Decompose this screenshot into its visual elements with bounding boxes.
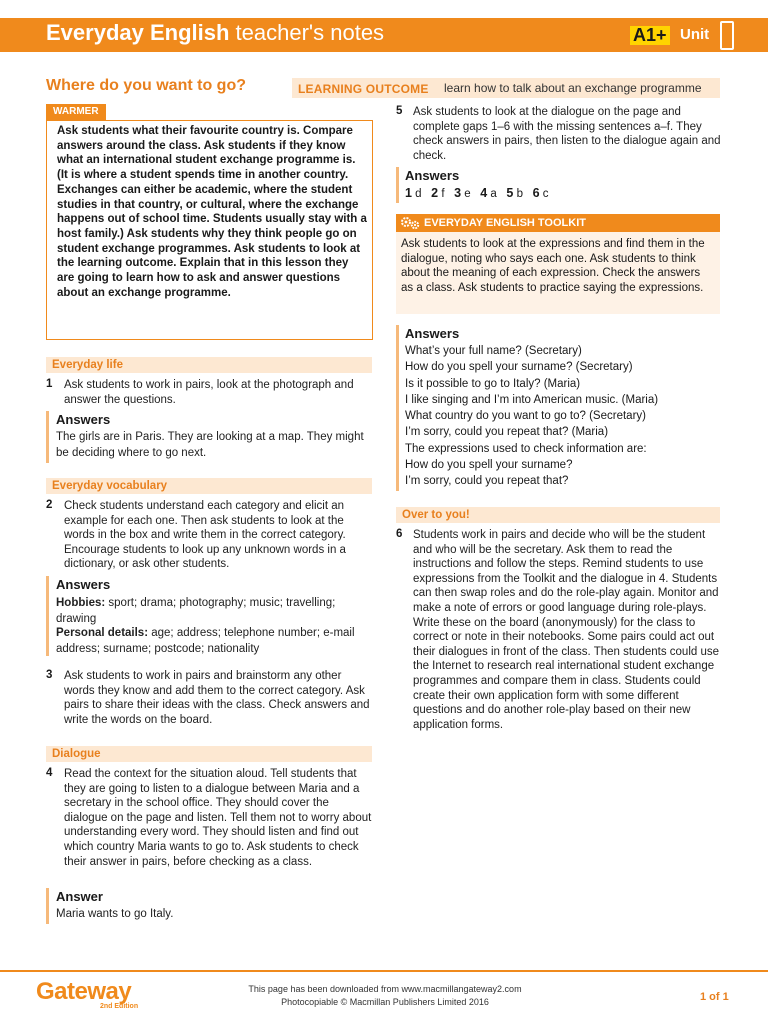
learning-outcome-text: learn how to talk about an exchange programme <box>444 81 702 95</box>
answer-5-list: 1 d 2 f 3 e 4 a 5 b 6 c <box>405 186 549 200</box>
list-item: How do you spell your surname? <box>405 459 573 472</box>
answers-heading: Answers <box>56 577 111 592</box>
answers-heading: Answers <box>56 412 111 427</box>
level-badge: A1+ <box>630 26 670 45</box>
list-item: What’s your full name? (Secretary) <box>405 345 582 357</box>
unit-label: Unit <box>680 26 710 43</box>
list-item: Is it possible to go to Italy? (Maria) <box>405 377 581 390</box>
answer-bar <box>396 167 399 203</box>
step-2-text: Check students understand each category and elicit an example for each one. Then ask students to look at the words in the box and write them in the correct category. Encourage students to look up any unknown words in a dictionary, or ask other students. <box>64 500 346 571</box>
footer-divider <box>0 970 768 972</box>
step-3-text: Ask students to work in pairs and brainstorm any other words they know and add them to the correct category. Ask pairs to share their ideas with the class. Check answers and write the words on the board. <box>64 670 370 726</box>
step-5-text: Ask students to look at the dialogue on the page and complete gaps 1–6 with the missing sentences a–f. They check answers in pairs, then listen to the dialogue again and check. <box>413 106 721 162</box>
answer-bar <box>46 576 49 656</box>
unit-number: 1 <box>722 25 732 44</box>
gears-icon <box>400 216 422 230</box>
answer-1-text: The girls are in Paris. They are looking at a map. They might be deciding where to go next. <box>56 431 364 459</box>
step-4-text: Read the context for the situation aloud. Tell students that they are going to listen to a dialogue between Maria and a secretary in the school office. They should cover the dialogue on the page and listen. Tell them not to worry about understanding every word. They should listen and find out which country Maria wants to go to. Ask students to check their answer in pairs, before checking as a class. <box>64 768 372 868</box>
learning-outcome-label: LEARNING OUTCOME <box>298 82 429 96</box>
section-everyday-vocabulary: Everyday vocabulary <box>46 478 372 494</box>
list-item: The expressions used to check information are: <box>405 442 647 455</box>
answer-bar <box>46 888 49 924</box>
list-item: How do you spell your surname? (Secretary) <box>405 361 633 374</box>
answer-2-personal: Personal details: age; address; telephone number; e-mail address; surname; postcode; nationality <box>56 627 355 655</box>
step-number: 1 <box>46 378 53 390</box>
list-item: I like singing and I’m into American music. (Maria) <box>405 393 659 406</box>
page-title: Where do you want to go? <box>46 77 246 94</box>
step-number: 4 <box>46 767 53 779</box>
step-number: 5 <box>396 105 403 117</box>
warmer-label: WARMER <box>46 104 106 120</box>
answer-2-hobbies: Hobbies: sport; drama; photography; music; travelling; drawing <box>56 597 336 625</box>
toolkit-header <box>396 214 720 232</box>
step-number: 3 <box>46 669 53 681</box>
answer-bar <box>46 411 49 463</box>
logo-edition: 2nd Edition <box>100 1003 139 1010</box>
document-title: Everyday English teacher's notes <box>46 20 385 45</box>
section-over-to-you: Over to you! <box>396 507 720 523</box>
section-dialogue: Dialogue <box>46 746 372 762</box>
answer-heading: Answer <box>56 889 103 904</box>
answers-heading: Answers <box>405 326 460 341</box>
page-number: 1 of 1 <box>700 991 729 1003</box>
step-1-text: Ask students to work in pairs, look at the photograph and answer the questions. <box>64 379 354 406</box>
footer-copyright-line: Photocopiable © Macmillan Publishers Limited 2016 <box>281 997 489 1007</box>
section-everyday-life: Everyday life <box>46 357 372 373</box>
toolkit-answers <box>405 343 705 490</box>
toolkit-title: EVERYDAY ENGLISH TOOLKIT <box>424 217 586 229</box>
step-number: 6 <box>396 528 403 540</box>
list-item: I’m sorry, could you repeat that? <box>405 475 569 488</box>
toolkit-text: Ask students to look at the expressions and find them in the dialogue, noting who says each one. Ask students to think about the meaning of each expression. Check the answers as a class. Ask students to practice saying the expressions. <box>401 238 705 295</box>
answers-heading: Answers <box>405 168 460 183</box>
answer-bar <box>396 325 399 491</box>
warmer-text: Ask students what their favourite country is. Compare answers around the class. Ask students if they know what an international student exchange programme is. (It is where a student spends time in another country. Exchanges can either be academic, where the student studies in that country, or cultural, where the exchange happens out of school time. Students usually stay with a host family.) Ask students why they think people go on student exchange programmes. Ask students to look at the learning outcome. Explain that in this lesson they are going to learn how to ask and answer questions about an exchange programme. <box>57 125 367 299</box>
step-number: 2 <box>46 499 53 511</box>
step-6-text: Students work in pairs and decide who will be the student and who will be the secretary. Ask them to read the instructions and follow the steps. Remind students to use expressions from the Toolkit and the dialogue in 4. Students can then swap roles and do the role-play again. Monitor and make a note of errors or good language during role-plays. Write these on the board (anonymously) for the class to correct or note in their notebooks. Some pairs could act out their dialogues in front of the class. Then students could use the Internet to research real international student exchange programmes and compare them in class. Students could create their own application form with some different questions and do another role-play based on their new application forms. <box>413 529 720 731</box>
list-item: I’m sorry, could you repeat that? (Maria) <box>405 426 609 439</box>
gateway-logo: Gateway <box>36 978 132 1005</box>
footer-text <box>200 983 570 1009</box>
unit-number-box <box>720 21 734 50</box>
list-item: What country do you want to go to? (Secretary) <box>405 410 646 423</box>
answer-4-text: Maria wants to go Italy. <box>56 908 174 920</box>
footer-download-line: This page has been downloaded from www.macmillangateway2.com <box>248 984 522 994</box>
